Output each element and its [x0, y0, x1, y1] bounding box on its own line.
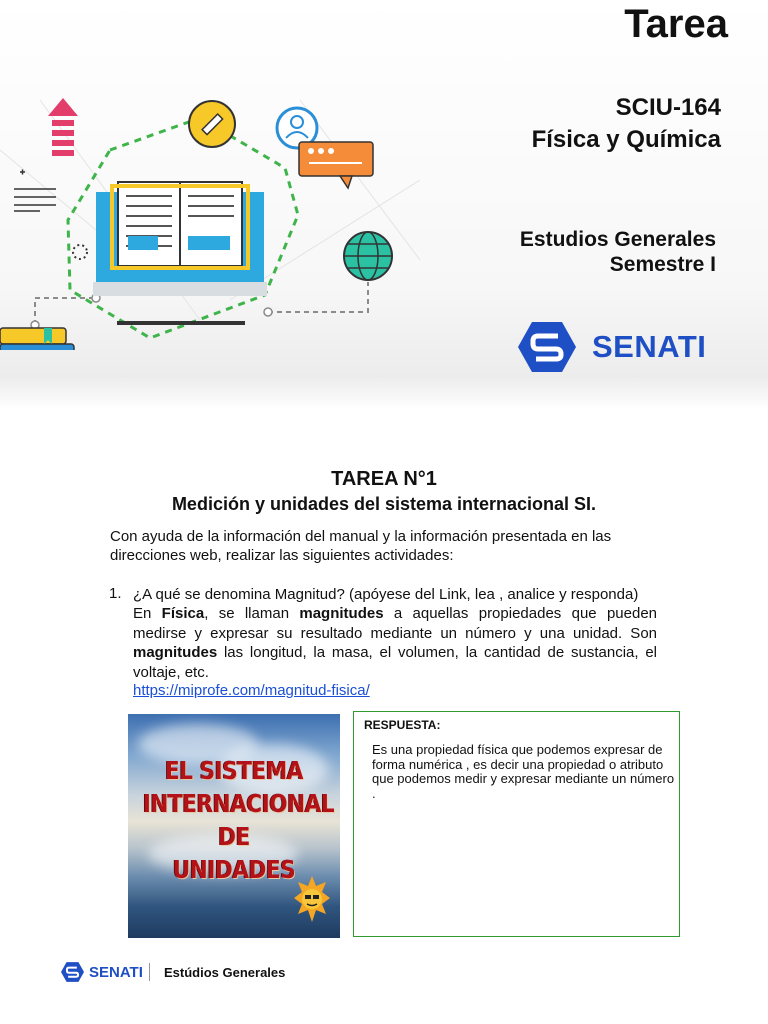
footer-divider: [149, 963, 150, 981]
answer-paragraph: [133, 604, 657, 682]
senati-logo: [518, 322, 706, 372]
response-text: Es una propiedad física que podemos expresar de forma numérica , es decir una propiedad o atributo que podemos medir y expresar mediante un número .: [372, 742, 675, 801]
header-banner: [0, 0, 768, 410]
footer-brand: SENATI: [89, 963, 143, 981]
response-label: RESPUESTA:: [364, 718, 441, 732]
chat-bubble-icon: [299, 142, 373, 188]
si-caption-line: UNIDADES: [172, 855, 296, 884]
pencil-icon: [189, 101, 235, 147]
question-text: ¿A qué se denomina Magnitud? (apóyese del Link, lea , analice y responda): [133, 586, 639, 603]
answer-keyword: magnitudes: [299, 605, 384, 622]
books-stack-icon: [0, 328, 74, 350]
question-number: 1.: [109, 585, 122, 602]
task-title: TAREA N°1: [331, 468, 437, 490]
si-caption-line: DE: [218, 822, 250, 851]
answer-keyword: Física: [161, 605, 205, 622]
si-caption-line: EL SISTEMA: [165, 756, 303, 785]
si-image-caption: [142, 754, 335, 886]
answer-text: a aquellas propiedades que pueden medirse y expresar su resultado mediante un número y una unidad. Son: [133, 605, 658, 642]
si-units-image: [128, 714, 340, 938]
globe-icon: [344, 232, 392, 280]
answer-keyword: magnitudes: [133, 644, 218, 661]
answer-text: las longitud, la masa, el volumen, la cantidad de sustancia, el voltaje, etc.: [133, 644, 657, 681]
sun-mascot-icon: [294, 876, 330, 922]
senati-logo-icon: [61, 962, 84, 982]
task-intro: Con ayuda de la información del manual y la información presentada en las direcciones web, realizar las siguientes actividades:: [110, 528, 612, 564]
document-type-label: Tarea: [624, 2, 728, 46]
footer-department: Estúdios Generales: [164, 965, 286, 980]
answer-text: En: [133, 605, 162, 622]
senati-logo-icon: [518, 322, 576, 372]
education-illustration: [0, 90, 420, 350]
department-label: Estudios Generales: [519, 228, 716, 251]
brand-name: SENATI: [592, 329, 707, 364]
semester-label: Semestre I: [609, 253, 716, 276]
footer-logo: [61, 962, 150, 982]
reference-link[interactable]: https://miprofe.com/magnitud-fisica/: [133, 682, 370, 699]
answer-text: , se llaman: [204, 605, 300, 622]
response-box[interactable]: [353, 711, 680, 937]
task-subtitle: Medición y unidades del sistema internacional SI.: [171, 494, 597, 514]
course-name: Física y Química: [531, 126, 721, 153]
si-caption-line: INTERNACIONAL: [142, 789, 335, 818]
arrow-up-icon: [48, 98, 78, 156]
course-code: SCIU-164: [615, 94, 721, 121]
